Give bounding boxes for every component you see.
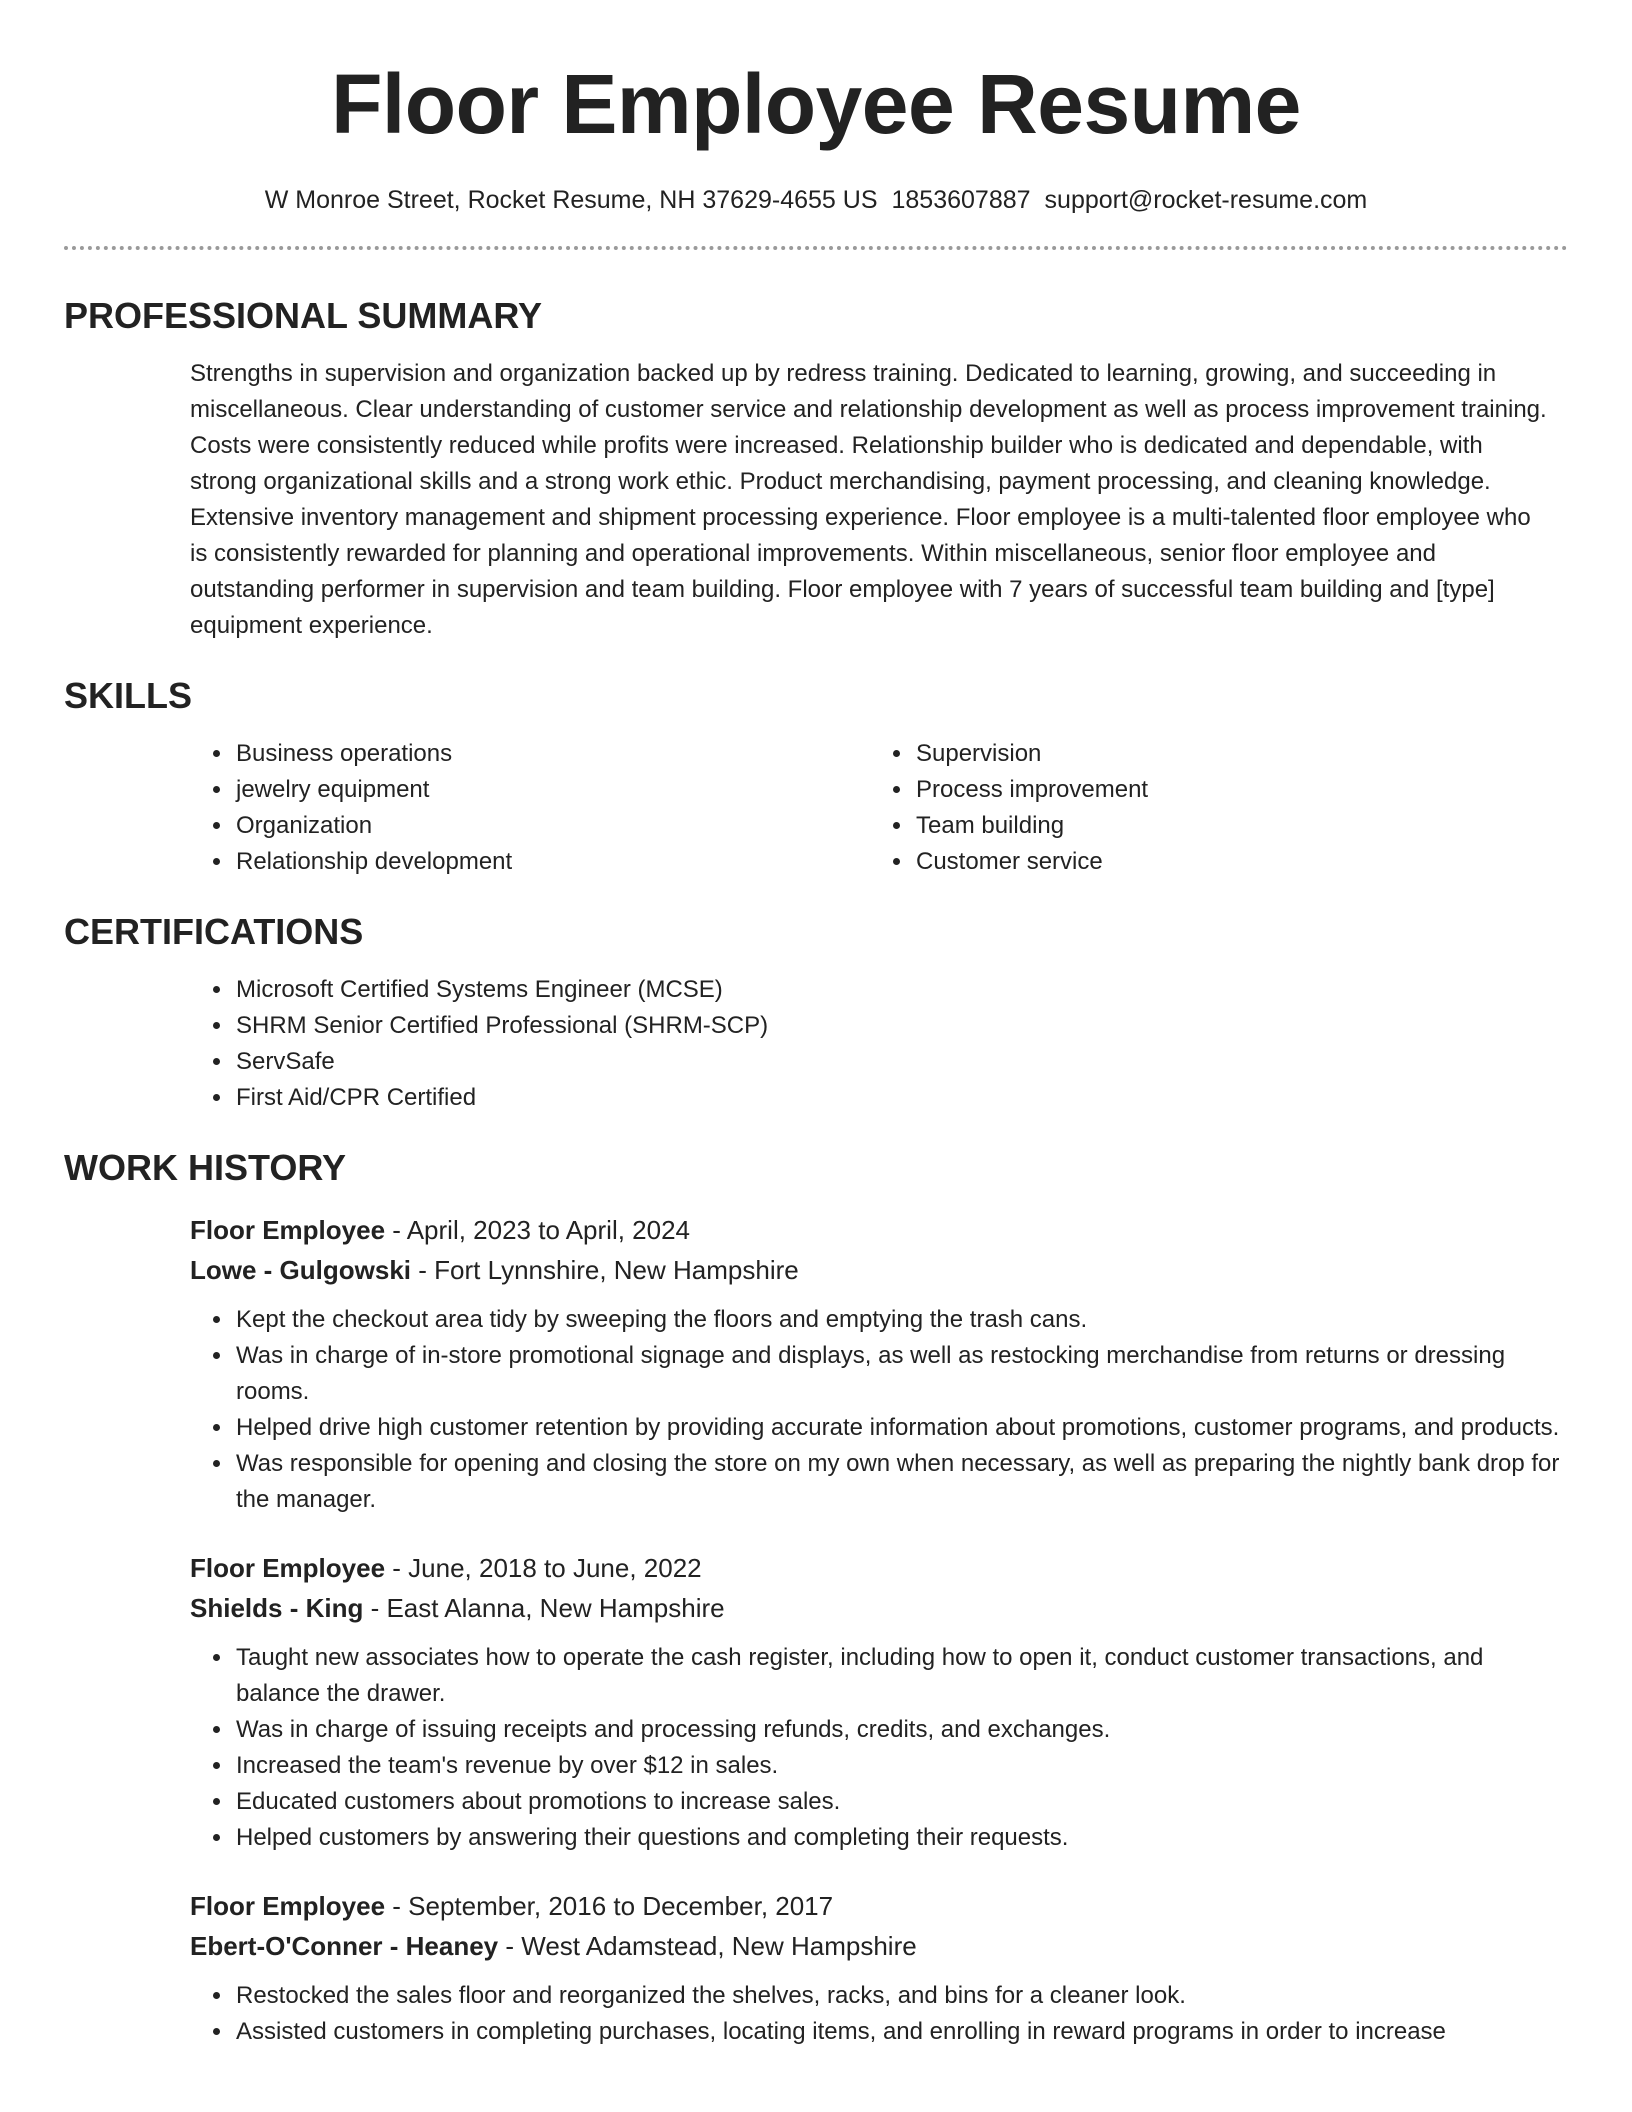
skills-list-right — [914, 736, 1424, 880]
list-item: • ServSafe — [234, 1044, 1568, 1080]
job-bullets — [64, 1302, 1568, 1518]
list-item: • Process improvement — [914, 772, 1424, 808]
certifications-section — [64, 910, 1568, 1116]
list-item: • Business operations — [234, 736, 744, 772]
list-item: • Helped customers by answering their questions and completing their requests. — [234, 1820, 1568, 1856]
job-dates: - April, 2023 to April, 2024 — [385, 1215, 691, 1245]
job-company: Ebert-O'Conner - Heaney — [190, 1931, 499, 1961]
list-item: • Educated customers about promotions to increase sales. — [234, 1784, 1568, 1820]
summary-section — [64, 294, 1568, 644]
contact-address: W Monroe Street, Rocket Resume, NH 37629-4655 US — [264, 186, 878, 214]
job-company-line — [64, 1588, 1568, 1628]
skills-columns — [64, 736, 1568, 880]
resume-title: Floor Employee Resume — [331, 57, 1301, 151]
job-title-line — [64, 1886, 1568, 1926]
job-company-line — [64, 1250, 1568, 1290]
list-item: • Customer service — [914, 844, 1424, 880]
list-item: • SHRM Senior Certified Professional (SHRM-SCP) — [234, 1008, 1568, 1044]
job-location: - Fort Lynnshire, New Hampshire — [411, 1255, 799, 1285]
skills-section — [64, 674, 1568, 880]
job-entry — [64, 1210, 1568, 1518]
list-item: • Microsoft Certified Systems Engineer (MCSE) — [234, 972, 1568, 1008]
job-location: - East Alanna, New Hampshire — [363, 1593, 725, 1623]
work-history-section — [64, 1146, 1568, 2050]
job-company-line — [64, 1926, 1568, 1966]
list-item: • Kept the checkout area tidy by sweeping the floors and emptying the trash cans. — [234, 1302, 1568, 1338]
list-item: • jewelry equipment — [234, 772, 744, 808]
job-bullets — [64, 1640, 1568, 1856]
list-item: • Increased the team's revenue by over $12 in sales. — [234, 1748, 1568, 1784]
list-item: • Assisted customers in completing purchases, locating items, and enrolling in reward programs in order to increase — [234, 2014, 1568, 2050]
summary-text: Strengths in supervision and organization backed up by redress training. Dedicated to learning, growing, and succeeding in miscellaneous. Clear understanding of customer service and relationship development as well as process improvement training. Costs were consistently reduced while profits were increased. Relationship builder who is dedicated and dependable, with strong organizational skills and a strong work ethic. Product merchandising, payment processing, and cleaning knowledge. Extensive inventory management and shipment processing experience. Floor employee is a multi-talented floor employee who is consistently rewarded for planning and operational improvements. Within miscellaneous, senior floor employee and outstanding performer in supervision and team building. Floor employee with 7 years of successful team building and [type] equipment experience. — [190, 360, 1547, 639]
list-item: • Was in charge of in-store promotional signage and displays, as well as restocking merchandise from returns or dressing rooms. — [234, 1338, 1568, 1410]
certifications-list — [64, 972, 1568, 1116]
list-item: • Restocked the sales floor and reorganized the shelves, racks, and bins for a cleaner look. — [234, 1978, 1568, 2014]
job-company: Lowe - Gulgowski — [190, 1255, 412, 1285]
list-item: • Taught new associates how to operate the cash register, including how to open it, conduct customer transactions, and balance the drawer. — [234, 1640, 1568, 1712]
job-company: Shields - King — [190, 1593, 364, 1623]
job-title: Floor Employee — [190, 1891, 386, 1921]
work-history-heading: WORK HISTORY — [64, 1147, 347, 1188]
job-bullets — [64, 1978, 1568, 2050]
job-entry — [64, 1886, 1568, 2050]
skills-heading: SKILLS — [64, 675, 193, 716]
job-title: Floor Employee — [190, 1553, 386, 1583]
job-title-line — [64, 1548, 1568, 1588]
contact-phone: 1853607887 — [891, 186, 1031, 214]
job-title: Floor Employee — [190, 1215, 386, 1245]
header-divider — [64, 246, 1568, 250]
list-item: • Supervision — [914, 736, 1424, 772]
contact-email[interactable]: support@rocket-resume.com — [1044, 186, 1368, 214]
list-item: • Was in charge of issuing receipts and processing refunds, credits, and exchanges. — [234, 1712, 1568, 1748]
certifications-heading: CERTIFICATIONS — [64, 911, 364, 952]
list-item: • First Aid/CPR Certified — [234, 1080, 1568, 1116]
job-dates: - June, 2018 to June, 2022 — [385, 1553, 702, 1583]
job-dates: - September, 2016 to December, 2017 — [385, 1891, 834, 1921]
resume-page — [64, 0, 1568, 2050]
summary-heading: PROFESSIONAL SUMMARY — [64, 295, 543, 336]
list-item: • Team building — [914, 808, 1424, 844]
list-item: • Organization — [234, 808, 744, 844]
job-title-line — [64, 1210, 1568, 1250]
list-item: • Relationship development — [234, 844, 744, 880]
skills-list-left — [234, 736, 744, 880]
job-entry — [64, 1548, 1568, 1856]
list-item: • Was responsible for opening and closing the store on my own when necessary, as well as preparing the nightly bank drop for the manager. — [234, 1446, 1568, 1518]
list-item: • Helped drive high customer retention by providing accurate information about promotions, customer programs, and products. — [234, 1410, 1568, 1446]
contact-line — [64, 184, 1568, 216]
job-location: - West Adamstead, New Hampshire — [498, 1931, 917, 1961]
